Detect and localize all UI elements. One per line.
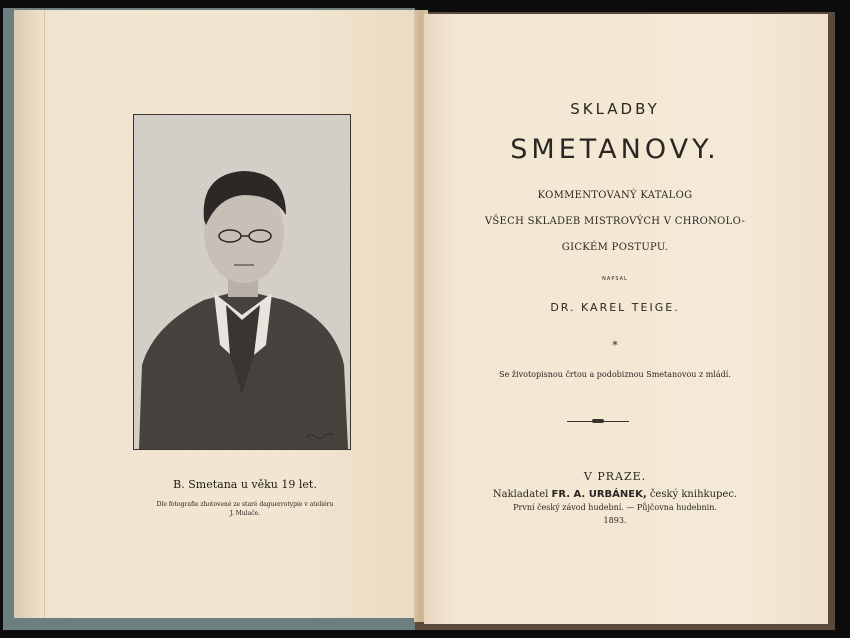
portrait-engraving (133, 114, 351, 450)
subtitle-line-1: KOMMENTOVANÝ KATALOG (537, 190, 693, 201)
publisher-prefix: Nakladatel (492, 489, 549, 500)
publisher-name: FR. A. URBÁNEK, (551, 489, 647, 500)
publication-place: V PRAZE. (583, 470, 647, 483)
portrait-caption: B. Smetana u věku 19 let. (173, 478, 317, 491)
portrait-source-line1: Dle fotografie zhotovené ze staré daguerrotypie v ateliéru (156, 501, 334, 508)
publisher-suffix: český knihkupec. (649, 489, 738, 500)
title-small: SKLADBY (570, 100, 660, 118)
title-large: SMETANOVY. (510, 134, 720, 165)
ornament-star: * (612, 339, 618, 352)
publisher-line-2: První český závod hudební. — Půjčovna hudebnin. (513, 503, 717, 512)
biography-note: Se životopisnou črtou a podobiznou Smetanovou z mládí. (499, 370, 731, 379)
publisher-line (430, 489, 800, 500)
flyleaf-edge (14, 10, 45, 618)
subtitle-line-3: GICKÉM POSTUPU. (561, 242, 669, 253)
publication-year: 1893. (603, 516, 627, 525)
portrait-source-note (100, 500, 390, 518)
napsal-label: NAPSAL (602, 276, 628, 282)
author-name: DR. KAREL TEIGE. (550, 301, 680, 314)
subtitle-line-2: VŠECH SKLADEB MISTROVÝCH V CHRONOLO- (484, 216, 746, 227)
portrait-source-line2: J. Mulače. (229, 510, 261, 517)
ornamental-rule-center (592, 419, 604, 423)
